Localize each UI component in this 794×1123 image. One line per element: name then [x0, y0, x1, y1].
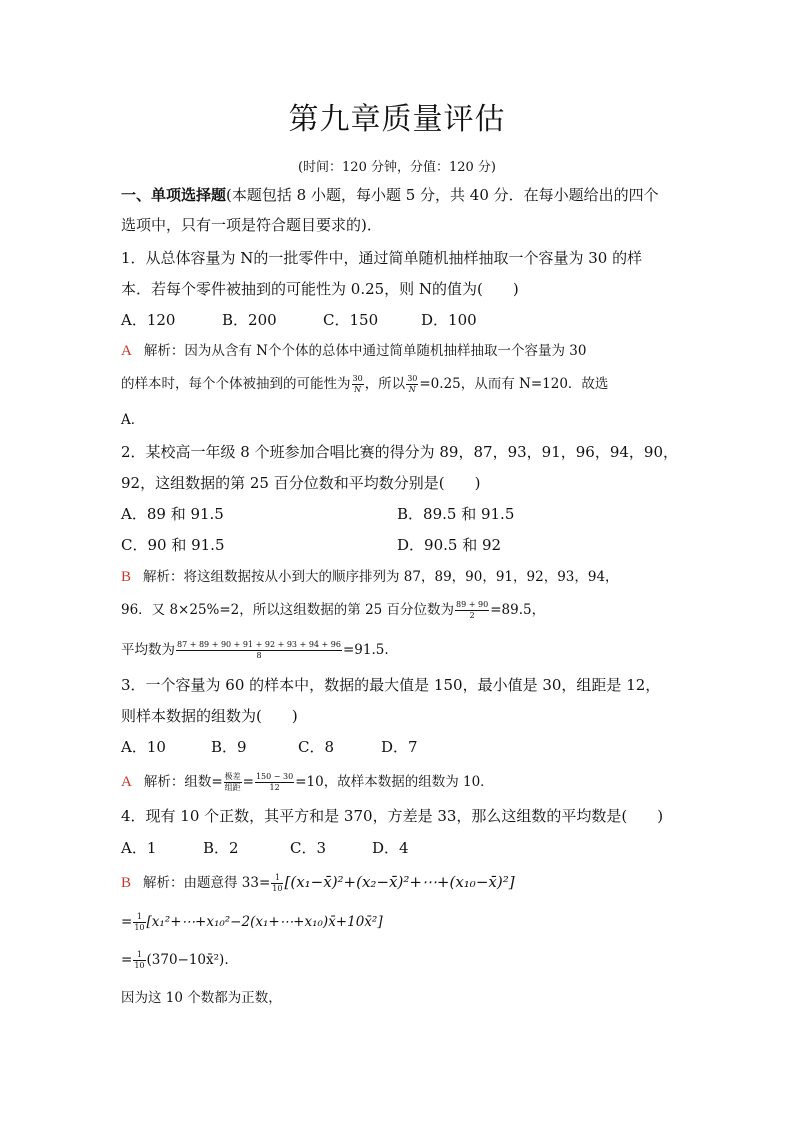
- q1-stem: 本．若每个零件被抽到的可能性为 0.25，则 N的值为(: [121, 280, 483, 298]
- q2-fraction-mean: [176, 640, 342, 661]
- q2-line1: 2．某校高一年级 8 个班参加合唱比赛的得分为 89，87，93，91，96，94，90，: [121, 443, 679, 461]
- frac-denominator: 10: [134, 923, 145, 932]
- q4-line1: [121, 806, 663, 826]
- page-title: 第九章质量评估: [288, 102, 506, 137]
- q2-sol-text2b: =89.5，: [490, 602, 546, 618]
- frac-denominator: 组距: [224, 783, 241, 792]
- section-desc-1: (本题包括 8 小题，每小题 5 分，共 40 分．在每小题给出的四个: [226, 186, 659, 204]
- frac-numerator: 89 + 90: [456, 600, 489, 609]
- q3-paren-close: ): [291, 707, 298, 725]
- q3-fraction-range: [224, 772, 242, 793]
- q1-fraction-b: [406, 374, 418, 395]
- q2-stem: 92，这组数据的第 25 百分位数和平均数分别是(: [121, 474, 445, 492]
- q2-option-a: A．89 和 91.5: [121, 505, 224, 523]
- q3-sol-text-b: =: [242, 774, 254, 790]
- q1-answer: A: [121, 343, 132, 359]
- q4-stem: 4．现有 10 个正数，其平方和是 370，方差是 33，那么这组数的平均数是(: [121, 807, 628, 825]
- frac-numerator: 30: [407, 374, 418, 383]
- q2-sol-text3a: 平均数为: [121, 642, 175, 658]
- q2-option-d: D．90.5 和 92: [397, 536, 502, 554]
- q1-solution-line2: [121, 374, 608, 395]
- q4-eq-sign: =: [121, 914, 133, 930]
- q4-solution-line3: [121, 950, 229, 971]
- frac-denominator: N: [408, 385, 416, 394]
- q4-option-d: D．4: [372, 839, 409, 857]
- q4-fraction-3: [133, 950, 145, 971]
- q2-paren-close: ): [474, 474, 481, 492]
- q1-option-c: C．150: [323, 311, 379, 329]
- q2-fraction-percentile: [455, 600, 489, 621]
- section-desc-2: 选项中，只有一项是符合题目要求的)．: [121, 216, 382, 234]
- q4-sol-text-a: 解析：由题意得 33=: [143, 875, 271, 891]
- q1-fraction-a: [352, 374, 364, 395]
- q2-options-row2: [121, 535, 501, 555]
- q3-options: [121, 737, 418, 757]
- q2-options-row1: [121, 504, 514, 524]
- frac-numerator: 150 − 30: [255, 772, 294, 781]
- q1-solution-line3: A．: [121, 412, 145, 428]
- q1-option-d: D．100: [421, 311, 477, 329]
- q4-solution-line2: [121, 912, 383, 933]
- q4-variance-formula: [(x₁−x̄)²+(x₂−x̄)²+⋯+(x₁₀−x̄)²]: [284, 873, 515, 891]
- frac-denominator: N: [354, 385, 362, 394]
- exam-info: (时间：120 分钟，分值：120 分): [297, 160, 497, 175]
- q1-option-a: A．120: [121, 311, 176, 329]
- q4-option-b: B．2: [203, 839, 239, 857]
- q2-sol-text1: 解析：将这组数据按从小到大的顺序排列为 87，89，90，91，92，93，94，: [143, 569, 619, 585]
- q1-options: [121, 310, 477, 330]
- q2-solution-line1: [121, 567, 619, 587]
- q4-option-a: A．1: [121, 839, 157, 857]
- q1-sol-text2c: =0.25，从而有 N=120．故选: [419, 376, 609, 392]
- q4-fraction-2: [133, 912, 145, 933]
- frac-denominator: 10: [272, 884, 283, 893]
- q3-sol-text-c: =10，故样本数据的组数为 10．: [295, 774, 494, 790]
- q2-option-b: B．89.5 和 91.5: [397, 505, 515, 523]
- frac-numerator: 极差: [224, 772, 241, 781]
- q3-option-b: B．9: [211, 738, 247, 756]
- frac-denominator: 12: [269, 783, 280, 792]
- q4-simplified: (370−10x̄²).: [146, 952, 229, 968]
- q1-option-b: B．200: [222, 311, 277, 329]
- q1-paren-close: ): [512, 280, 519, 298]
- q4-solution-line4: 因为这 10 个数都为正数，: [121, 990, 282, 1006]
- section-heading: 一、单项选择题: [121, 186, 227, 204]
- q4-paren-close: ): [657, 807, 664, 825]
- frac-numerator: 1: [133, 950, 145, 961]
- frac-denominator: 8: [256, 651, 262, 660]
- q1-sol-text1: 解析：因为从含有 N个个体的总体中通过简单随机抽样抽取一个容量为 30: [143, 343, 587, 359]
- q3-option-d: D．7: [381, 738, 418, 756]
- q1-solution-line1: [121, 341, 586, 361]
- q2-answer: B: [121, 569, 132, 585]
- q3-answer: A: [121, 774, 132, 790]
- section-intro-line1: [121, 185, 659, 205]
- q2-solution-line2: [121, 600, 545, 621]
- q2-sol-text3b: =91.5.: [342, 642, 389, 658]
- q1-line2: [121, 279, 519, 299]
- q3-line1: 3．一个容量为 60 的样本中，数据的最大值是 150，最小值是 30，组距是 12，: [121, 676, 661, 694]
- q3-option-c: C．8: [298, 738, 335, 756]
- q3-line2: [121, 706, 298, 726]
- q1-sol-text2a: 的样本时，每个个体被抽到的可能性为: [121, 376, 351, 392]
- q3-fraction-values: [255, 772, 294, 793]
- q3-stem: 则样本数据的组数为(: [121, 707, 262, 725]
- frac-numerator: 30: [352, 374, 363, 383]
- q3-option-a: A．10: [121, 738, 166, 756]
- q4-expansion: [x₁²+⋯+x₁₀²−2(x₁+⋯+x₁₀)x̄+10x̄²]: [146, 914, 383, 930]
- q1-line1: 1．从总体容量为 N的一批零件中，通过简单随机抽样抽取一个容量为 30 的样: [121, 249, 643, 267]
- frac-denominator: 10: [134, 961, 145, 970]
- frac-denominator: 2: [469, 611, 475, 620]
- q2-sol-text2a: 96．又 8×25%=2，所以这组数据的第 25 百分位数为: [121, 602, 455, 618]
- q4-answer: B: [121, 875, 132, 891]
- q4-solution-line1: [121, 872, 515, 894]
- q2-solution-line3: [121, 640, 389, 661]
- q3-sol-text-a: 解析：组数=: [143, 774, 223, 790]
- q1-sol-text2b: ，所以: [364, 376, 406, 392]
- frac-numerator: 1: [271, 873, 283, 884]
- q2-line2: [121, 473, 480, 493]
- frac-numerator: 1: [133, 912, 145, 923]
- q4-fraction-1: [271, 873, 283, 894]
- q4-option-c: C．3: [290, 839, 327, 857]
- q4-options: [121, 838, 409, 858]
- q4-eq-sign: =: [121, 952, 133, 968]
- frac-numerator: 87 + 89 + 90 + 91 + 92 + 93 + 94 + 96: [177, 640, 341, 649]
- q3-solution: [121, 772, 494, 793]
- q2-option-c: C．90 和 91.5: [121, 536, 225, 554]
